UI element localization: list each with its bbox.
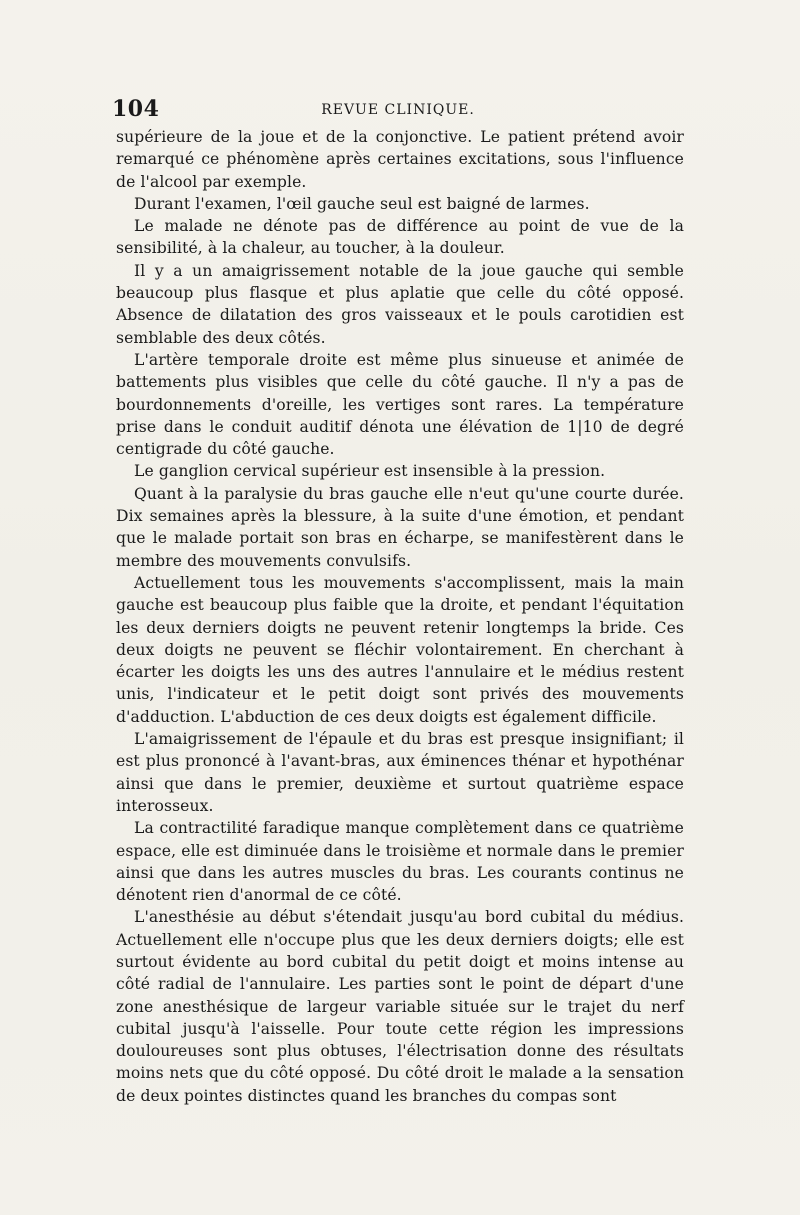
paragraph: L'anesthésie au début s'étendait jusqu'au bord cubital du médius. Actuellement elle n'occupe plus que les deux derniers doigts; elle est surtout évidente au bord cubital du petit doigt et moins intense au côté radial de l'annulaire. Les parties sont le point de départ d'une zone anesthésique de largeur variable située sur le trajet du nerf cubital jusqu'à l'aisselle. Pour toute cette région les impressions douloureuses sont plus obtuses, l'électrisation donne des résultats moins nets que du côté opposé. Du côté droit le malade a la sensation de deux pointes distinctes quand les branches du compas sont xyxy=(116,908,684,1105)
paragraph: Le ganglion cervical supérieur est insensible à la pression. xyxy=(134,462,606,481)
paragraph: supérieure de la joue et de la conjonctive. Le patient prétend avoir remarqué ce phénomène après certaines excitations, sous l'influence de l'alcool par exemple. xyxy=(116,128,684,191)
paragraph: Durant l'examen, l'œil gauche seul est baigné de larmes. xyxy=(134,194,590,213)
paragraph: Il y a un amaigrissement notable de la joue gauche qui semble beaucoup plus flasque et plus aplatie que celle du côté opposé. Absence de dilatation des gros vaisseaux et le pouls carotidien est semblable des deux côtés. xyxy=(116,261,684,347)
paragraph: Actuellement tous les mouvements s'accomplissent, mais la main gauche est beaucoup plus faible que la droite, et pendant l'équitation les deux derniers doigts ne peuvent retenir longtemps la bride. Ces deux doigts ne peuvent se fléchir volontairement. En cherchant à écarter les doigts les uns des autres l'annulaire et le médius restent unis, l'indicateur et le petit doigt sont privés des mouvements d'adduction. L'abduction de ces deux doigts est également difficile. xyxy=(116,573,684,726)
paragraph: Quant à la paralysie du bras gauche elle n'eut qu'une courte durée. Dix semaines après la blessure, à la suite d'une émotion, et pendant que le malade portait son bras en écharpe, se manifestèrent dans le membre des mouvements convulsifs. xyxy=(116,484,684,570)
page-number: 104 xyxy=(112,96,160,122)
paragraph: L'amaigrissement de l'épaule et du bras est presque insignifiant; il est plus prononcé à l'avant-bras, aux éminences thénar et hypothénar ainsi que dans le premier, deuxième et surtout quatrième espace interosseux. xyxy=(116,730,684,815)
running-title: REVUE CLINIQUE. xyxy=(321,102,475,118)
page-header xyxy=(112,96,684,126)
paragraph: L'artère temporale droite est même plus sinueuse et animée de battements plus visibles que celle du côté gauche. Il n'y a pas de bourdonnements d'oreille, les vertiges sont rares. La température prise dans le conduit auditif dénota une élévation de 1|10 de degré centigrade du côté gauche. xyxy=(116,350,684,459)
paragraph: Le malade ne dénote pas de différence au point de vue de la sensibilité, à la chaleur, au toucher, à la douleur. xyxy=(116,217,684,258)
paragraph: La contractilité faradique manque complètement dans ce quatrième espace, elle est diminuée dans le troisième et normale dans le premier ainsi que dans les autres muscles du bras. Les courants continus ne dénotent rien d'anormal de ce côté. xyxy=(116,819,684,905)
body-text xyxy=(116,126,684,1107)
